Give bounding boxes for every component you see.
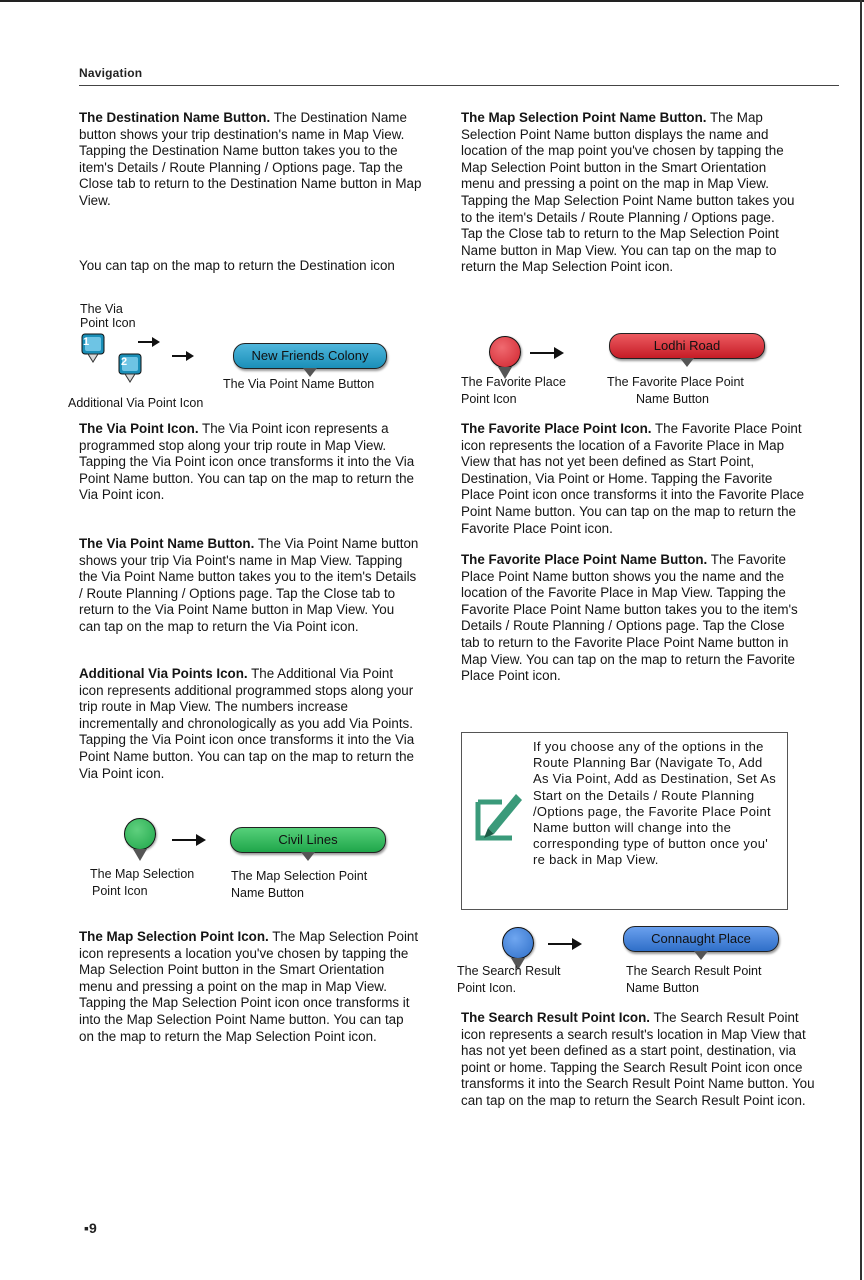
map-pill-caption [231,868,367,902]
paragraph-destination-name-button [79,110,427,210]
search-icon-caption [457,963,561,997]
arrow-icon [546,934,588,954]
via-point-name-pill [233,343,387,369]
pill-tail [301,852,315,861]
pill-label: Lodhi Road [653,338,721,353]
heading: The Map Selection Point Icon. [79,929,269,944]
caption-line: The Search Result Point [626,964,762,978]
caption-line: Point Icon [92,884,148,898]
body-text: The Via Point icon represents a programmed stop along your trip route in Map View. Tapping the Via Point icon once transforms it into the Via Point Name button. You can tap on the map to return the Via Point icon. [79,421,415,503]
map-selection-pin-icon [124,818,156,850]
paragraph-search-result-icon [461,1010,823,1110]
body-text: The Search Result Point icon represents a search result's location in Map View that has not yet been defined as a start point, destination, via point or home. Tapping the Search Result Point icon once transforms it into the Search Result Point Name button. You can tap on the map to return the Search Result Point icon. [461,1010,815,1108]
paragraph-favorite-icon [461,421,806,537]
note-box [461,732,788,910]
heading: The Favorite Place Point Name Button. [461,552,708,567]
via-icon-label [80,302,136,330]
paragraph-via-point-name [79,536,419,636]
caption-line: The Favorite Place [461,375,566,389]
pill-label: Civil Lines [278,832,338,847]
caption-line: Name Button [636,392,709,406]
search-result-pin-icon [502,927,534,959]
arrow-icon [170,830,212,850]
pill-label: New Friends Colony [251,348,369,363]
favorite-place-name-pill [609,333,765,359]
caption-line: The Map Selection [90,867,195,881]
arrow-icon [138,337,160,347]
via-icon-label-line2: Point Icon [80,316,136,330]
note-text: If you choose any of the options in the Route Planning Bar (Navigate To, Add As Via Point, Add as Destination, Set As Start on the Details / Route Planning /Options page, the Favorite Place Point Name button will change into the corresponding type of button once you' re back in Map View. [533,739,777,868]
heading: Additional Via Points Icon. [79,666,248,681]
search-pill-caption [626,963,762,997]
right-border [860,0,862,1280]
pill-tail [694,951,708,960]
map-selection-name-pill [230,827,386,853]
paragraph-map-selection-icon [79,929,419,1045]
body-text: The Map Selection Point icon represents a location you've chosen by tapping the Map Selection Point button in the Smart Orientation menu and pressing a point on the map in Map View. Tapping the Map Selection Point icon once transforms it into the Map Selection Point Name button. You can tap on the map to return the Map Selection Point icon. [79,929,419,1044]
caption-line: The Search Result [457,964,561,978]
caption-line: The Favorite Place Point [607,375,744,389]
body-text: The Destination Name button shows your trip destination's name in Map View. Tapping the Destination Name button takes you to the item's Details / Route Planning / Options page. Tap the Close tab to return to the Destination Name button in Map View. [79,110,422,208]
header-rule [79,85,839,86]
paragraph-map-selection-name [461,110,799,276]
via-pill-caption: The Via Point Name Button [223,377,375,391]
map-icon-caption [90,866,194,900]
paragraph-favorite-name [461,552,806,685]
page-number-value: 9 [88,1220,97,1236]
pin-point [133,849,147,861]
section-header: Navigation [79,66,143,80]
caption-line: Name Button [626,981,699,995]
search-result-name-pill [623,926,779,952]
heading: The Search Result Point Icon. [461,1010,650,1025]
caption-line: Point Icon. [457,981,517,995]
body-text: The Map Selection Point Name button displays the name and location of the map point you've chosen by tapping the Map Selection Point button in the Smart Orientation menu and pressing a point on the map in Map View. Tapping the Map Selection Point Name button takes you to the item's Details / Route Planning / Options page. Tap the Close tab to return to the Map Selection Point Name button in Map View. You can tap on the map to return the Map Selection Point icon. [461,110,795,275]
via-icon-label-line1: The Via [80,302,123,316]
paragraph-additional-via [79,666,419,782]
heading: The Favorite Place Point Icon. [461,421,652,436]
pill-label: Connaught Place [651,931,751,946]
top-border [0,0,864,2]
body-text: The Favorite Place Point icon represents the location of a Favorite Place in Map View that has not yet been defined as Start Point, Destination, Via Point or Home. Tapping the Favorite Place Point icon once transforms it into the Favorite Place Point Name button. You can tap on the map to return the Favorite Place Point icon. [461,421,805,536]
paragraph-via-point-icon [79,421,419,504]
caption-line: The Map Selection Point [231,869,368,883]
via-badge-2: 2 [121,356,128,368]
arrow-icon [528,343,570,363]
page-number: ▪9 [84,1220,97,1236]
caption-line: Name Button [231,886,304,900]
additional-via-caption: Additional Via Point Icon [68,396,204,410]
body-text: The Additional Via Point icon represents additional programmed stops along your trip route in Map View. The numbers increase incrementally and chronologically as you add Via Points. Tapping the Via Point icon once transforms it into the Via Point Name button. You can tap on the map to return the Via Point icon. [79,666,415,781]
arrow-icon [172,351,194,361]
body-text: The Via Point Name button shows your trip Via Point's name in Map View. Tapping the Via Point Name button takes you to the item's Details / Route Planning / Options page. Tap the Close tab to return to the Via Point Name button in Map View. You can tap on the map to return the Via Point icon. [79,536,419,634]
note-pencil-icon [472,788,528,848]
heading: The Map Selection Point Name Button. [461,110,707,125]
pill-tail [680,358,694,367]
via-badge-1: 1 [83,336,90,348]
paragraph-tap-map: You can tap on the map to return the Destination icon [79,258,395,273]
favorite-pill-caption [607,374,744,408]
heading: The Via Point Icon. [79,421,199,436]
caption-line: Point Icon [461,392,517,406]
heading: The Destination Name Button. [79,110,271,125]
body-text: The Favorite Place Point Name button shows you the name and the location of the Favorite Place in Map View. Tapping the Favorite Place Point Name button takes you to the item's Details / Route Planning / Options page. Tap the Close tab to return to the Favorite Place Point Name button in Map View. You can tap on the map to return the Favorite Place Point icon. [461,552,798,684]
heading: The Via Point Name Button. [79,536,255,551]
favorite-place-pin-icon [489,336,521,368]
favorite-icon-caption [461,374,566,408]
